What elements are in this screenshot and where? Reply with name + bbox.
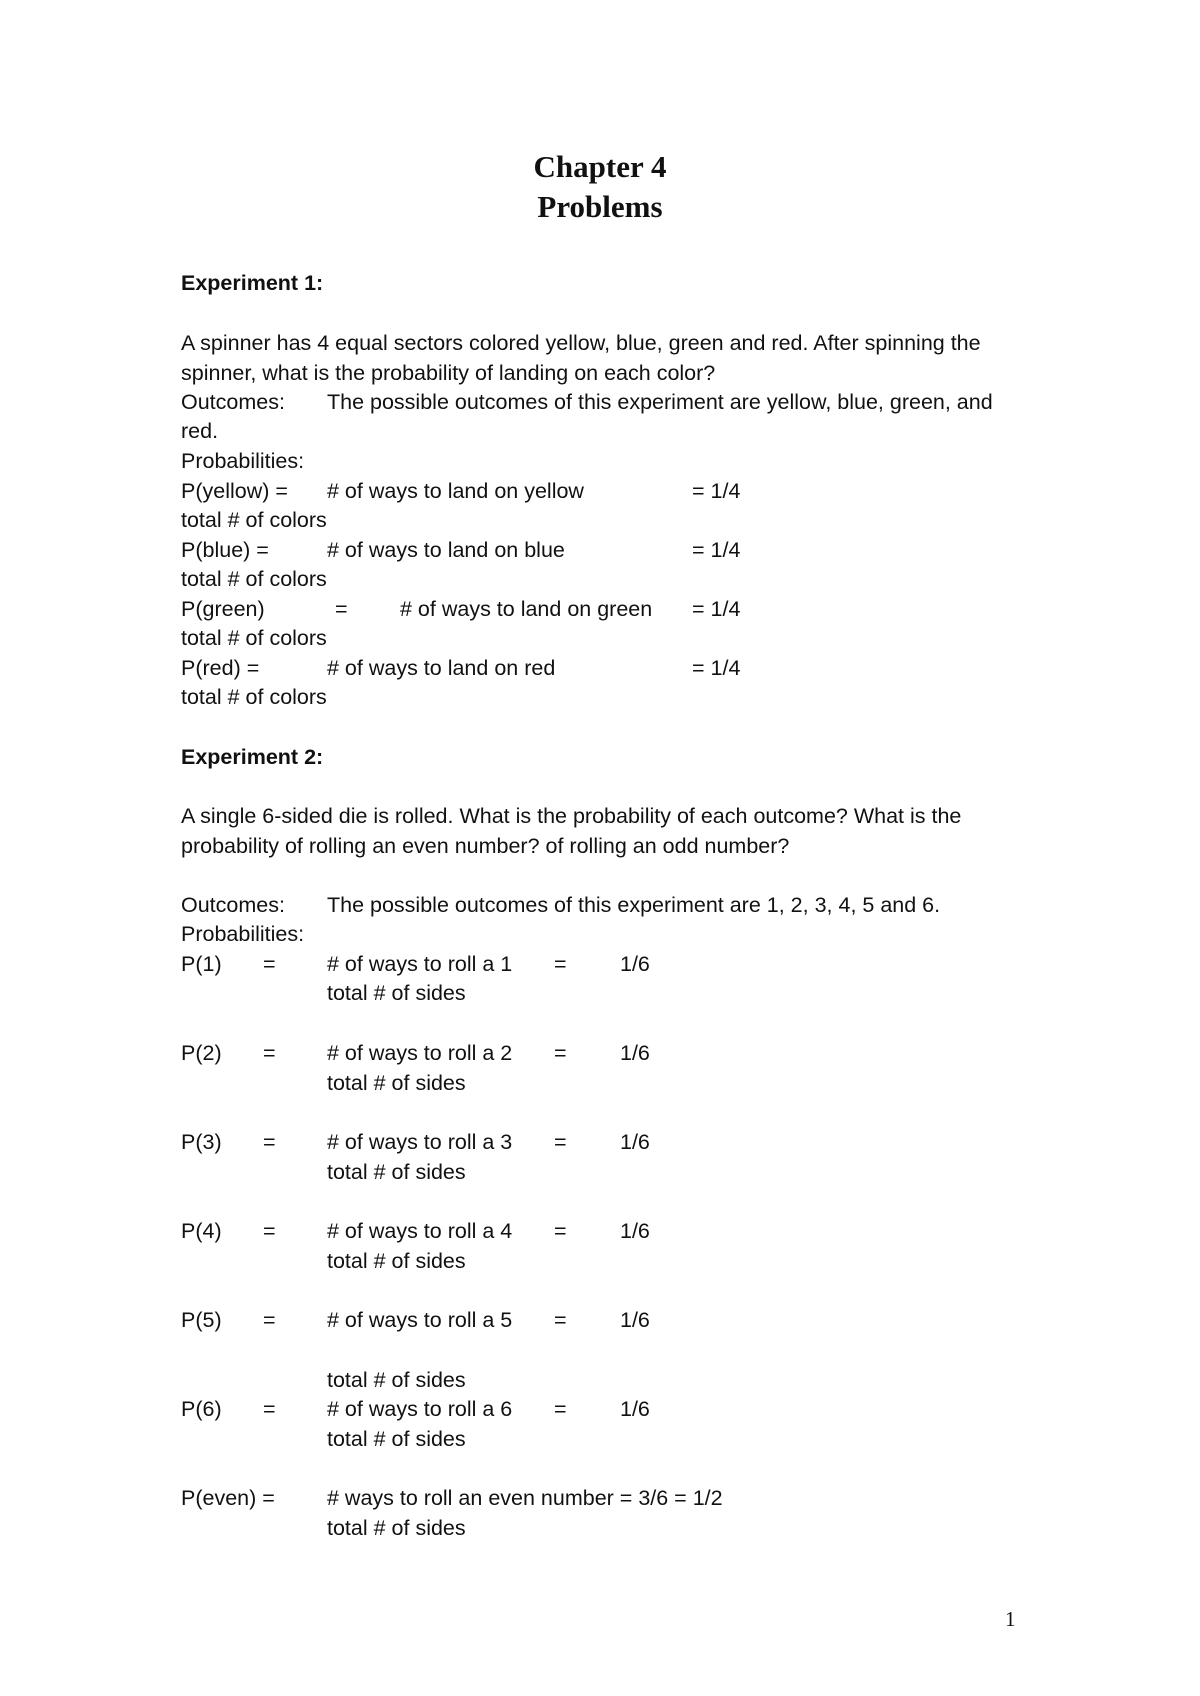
exp2-row-4-eq2: =: [554, 1219, 567, 1243]
exp1-row-yellow-den: total # of colors: [181, 508, 327, 532]
exp2-row-2-num: # of ways to roll a 2: [327, 1041, 513, 1065]
exp2-outcomes-label: Outcomes:: [181, 893, 285, 917]
exp2-row-1-eq: =: [263, 952, 276, 976]
exp1-row-blue-lhs: P(blue) =: [181, 538, 269, 562]
exp2-row-3-den: total # of sides: [327, 1160, 466, 1184]
exp2-row-5-eq2: =: [554, 1308, 567, 1332]
exp1-row-red-lhs: P(red) =: [181, 656, 260, 680]
exp1-row-red-den: total # of colors: [181, 685, 327, 709]
exp1-row-green-mid: =: [335, 597, 348, 621]
exp2-row-4-num: # of ways to roll a 4: [327, 1219, 513, 1243]
exp1-row-green-eq: = 1/4: [692, 597, 741, 621]
exp2-even-den: total # of sides: [327, 1516, 466, 1540]
exp2-question-line1: A single 6-sided die is rolled. What is the probability of each outcome? What is the: [181, 804, 962, 828]
exp2-row-1-lhs: P(1): [181, 952, 222, 976]
exp2-row-3-eq: =: [263, 1130, 276, 1154]
exp1-row-green-den: total # of colors: [181, 626, 327, 650]
exp2-row-1-den: total # of sides: [327, 981, 466, 1005]
exp2-even-num: # ways to roll an even number = 3/6 = 1/2: [327, 1486, 723, 1510]
chapter-subtitle: Problems: [537, 189, 663, 224]
exp2-row-6-num: # of ways to roll a 6: [327, 1397, 513, 1421]
exp1-row-blue-num: # of ways to land on blue: [327, 538, 565, 562]
exp2-row-4-lhs: P(4): [181, 1219, 222, 1243]
exp2-row-1-value: 1/6: [620, 952, 650, 976]
exp1-outcomes-text: The possible outcomes of this experiment are yellow, blue, green, and: [327, 390, 993, 414]
exp2-row-2-eq2: =: [554, 1041, 567, 1065]
exp2-row-6-eq2: =: [554, 1397, 567, 1421]
exp1-row-yellow-num: # of ways to land on yellow: [327, 479, 584, 503]
exp1-probabilities-label: Probabilities:: [181, 449, 305, 473]
exp2-even-lhs: P(even) =: [181, 1486, 275, 1510]
exp1-row-green-num: # of ways to land on green: [400, 597, 653, 621]
exp1-row-blue-den: total # of colors: [181, 567, 327, 591]
exp2-outcomes-text: The possible outcomes of this experiment are 1, 2, 3, 4, 5 and 6.: [327, 893, 941, 917]
page-number: 1: [1005, 1607, 1016, 1631]
exp2-row-4-value: 1/6: [620, 1219, 650, 1243]
experiment-1-heading: Experiment 1:: [181, 271, 324, 295]
exp2-row-6-den: total # of sides: [327, 1427, 466, 1451]
exp2-row-5-den: total # of sides: [327, 1368, 466, 1392]
exp2-row-6-lhs: P(6): [181, 1397, 222, 1421]
exp2-row-3-lhs: P(3): [181, 1130, 222, 1154]
chapter-title: Chapter 4: [533, 149, 667, 184]
exp2-row-2-value: 1/6: [620, 1041, 650, 1065]
exp2-row-5-eq: =: [263, 1308, 276, 1332]
exp2-row-4-eq: =: [263, 1219, 276, 1243]
exp2-row-5-num: # of ways to roll a 5: [327, 1308, 513, 1332]
exp2-row-3-num: # of ways to roll a 3: [327, 1130, 513, 1154]
exp2-row-2-eq: =: [263, 1041, 276, 1065]
exp1-row-red-eq: = 1/4: [692, 656, 741, 680]
exp2-row-6-eq: =: [263, 1397, 276, 1421]
exp2-row-3-value: 1/6: [620, 1130, 650, 1154]
exp1-question-line2: spinner, what is the probability of landing on each color?: [181, 361, 716, 385]
exp1-row-yellow-eq: = 1/4: [692, 479, 741, 503]
exp2-row-3-eq2: =: [554, 1130, 567, 1154]
exp1-outcomes-cont: red.: [181, 419, 219, 443]
exp1-row-yellow-lhs: P(yellow) =: [181, 479, 288, 503]
exp2-row-1-num: # of ways to roll a 1: [327, 952, 513, 976]
exp1-row-red-num: # of ways to land on red: [327, 656, 556, 680]
exp1-row-blue-eq: = 1/4: [692, 538, 741, 562]
experiment-2-heading: Experiment 2:: [181, 745, 324, 769]
exp2-probabilities-label: Probabilities:: [181, 922, 305, 946]
exp2-question-line2: probability of rolling an even number? of rolling an odd number?: [181, 834, 790, 858]
exp1-row-green-lhs: P(green): [181, 597, 265, 621]
exp1-question-line1: A spinner has 4 equal sectors colored yellow, blue, green and red. After spinning the: [181, 331, 981, 355]
exp2-row-2-den: total # of sides: [327, 1071, 466, 1095]
exp2-row-1-eq2: =: [554, 952, 567, 976]
exp2-row-4-den: total # of sides: [327, 1249, 466, 1273]
exp2-row-5-lhs: P(5): [181, 1308, 222, 1332]
exp2-row-5-value: 1/6: [620, 1308, 650, 1332]
exp1-outcomes-label: Outcomes:: [181, 390, 285, 414]
exp2-row-6-value: 1/6: [620, 1397, 650, 1421]
exp2-row-2-lhs: P(2): [181, 1041, 222, 1065]
